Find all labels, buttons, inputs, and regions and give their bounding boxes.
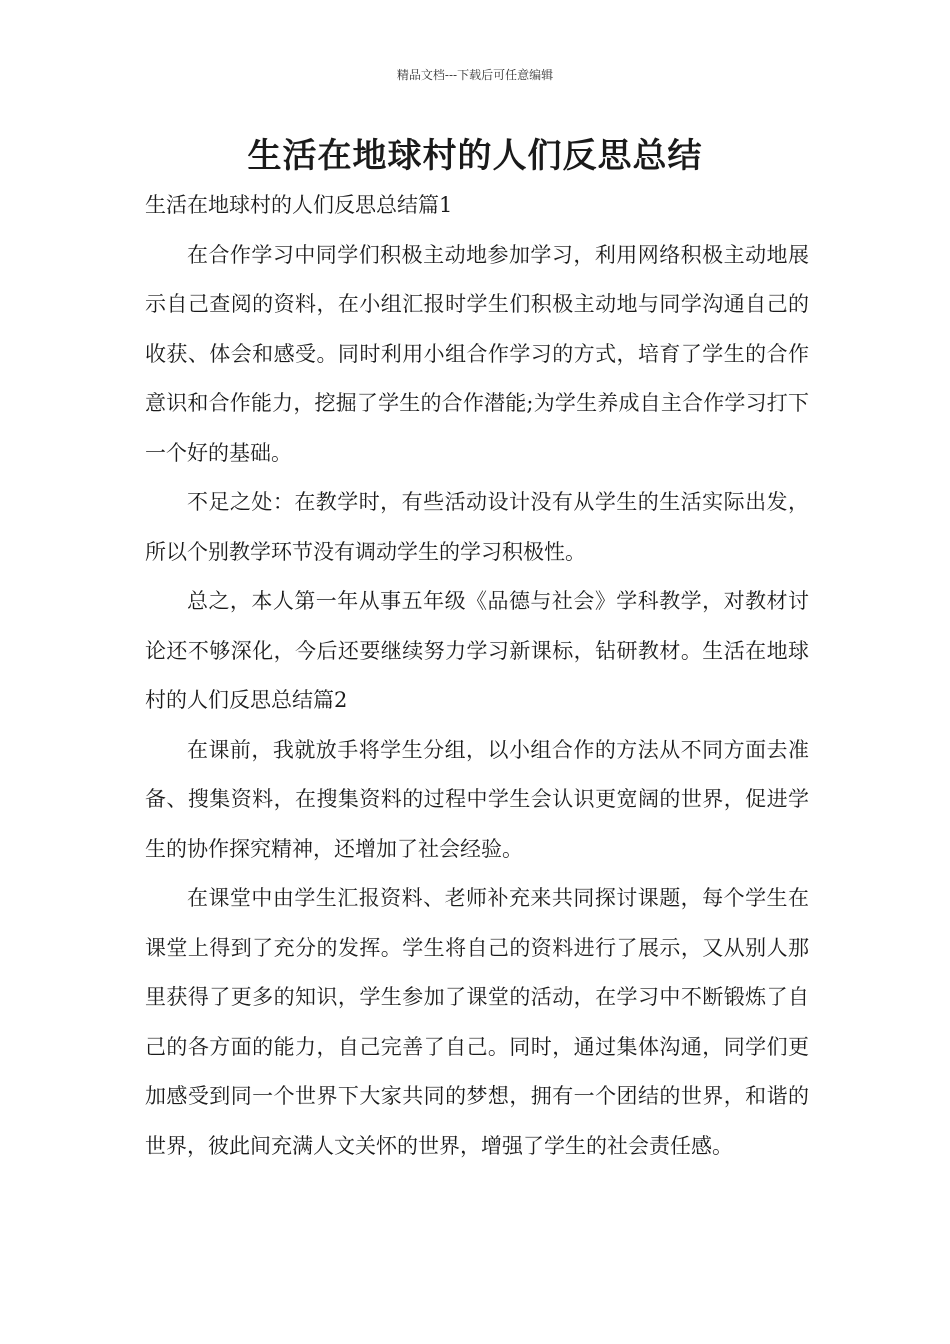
- paragraph-3-text: 总之，本人第一年从事五年级《品德与社会》学科教学，对教材讨论还不够深化，今后还要继续努力学习新课标，钻研教材。: [145, 589, 809, 663]
- paragraph-3: [145, 577, 809, 726]
- paragraph-5: 在课堂中由学生汇报资料、老师补充来共同探讨课题，每个学生在课堂上得到了充分的发挥。学生将自己的资料进行了展示，又从别人那里获得了更多的知识，学生参加了课堂的活动，在学习中不断锻炼了自己的各方面的能力，自己完善了自己。同时，通过集体沟通，同学们更加感受到同一个世界下大家共同的梦想，拥有一个团结的世界，和谐的世界，彼此间充满人文关怀的世界，增强了学生的社会责任感。: [145, 886, 809, 1158]
- paragraph-4: 在课前，我就放手将学生分组，以小组合作的方法从不同方面去准备、搜集资料，在搜集资料的过程中学生会认识更宽阔的世界，促进学生的协作探究精神，还增加了社会经验。: [145, 737, 809, 861]
- section-heading-2: 生活在地球村的人们反思总结篇2: [145, 638, 809, 712]
- section-heading-1: 生活在地球村的人们反思总结篇1: [145, 193, 453, 217]
- paragraph-2: 不足之处：在教学时，有些活动设计没有从学生的生活实际出发，所以个别教学环节没有调动学生的学习积极性。: [145, 490, 809, 564]
- paragraph-1: 在合作学习中同学们积极主动地参加学习，利用网络积极主动地展示自己查阅的资料，在小组汇报时学生们积极主动地与同学沟通自己的收获、体会和感受。同时利用小组合作学习的方式，培育了学生的合作意识和合作能力，挖掘了学生的合作潜能;为学生养成自主合作学习打下一个好的基础。: [145, 242, 809, 465]
- header-note: 精品文档---下载后可任意编辑: [396, 68, 554, 82]
- document-title: 生活在地球村的人们反思总结: [247, 136, 703, 176]
- document-body: [145, 181, 809, 1171]
